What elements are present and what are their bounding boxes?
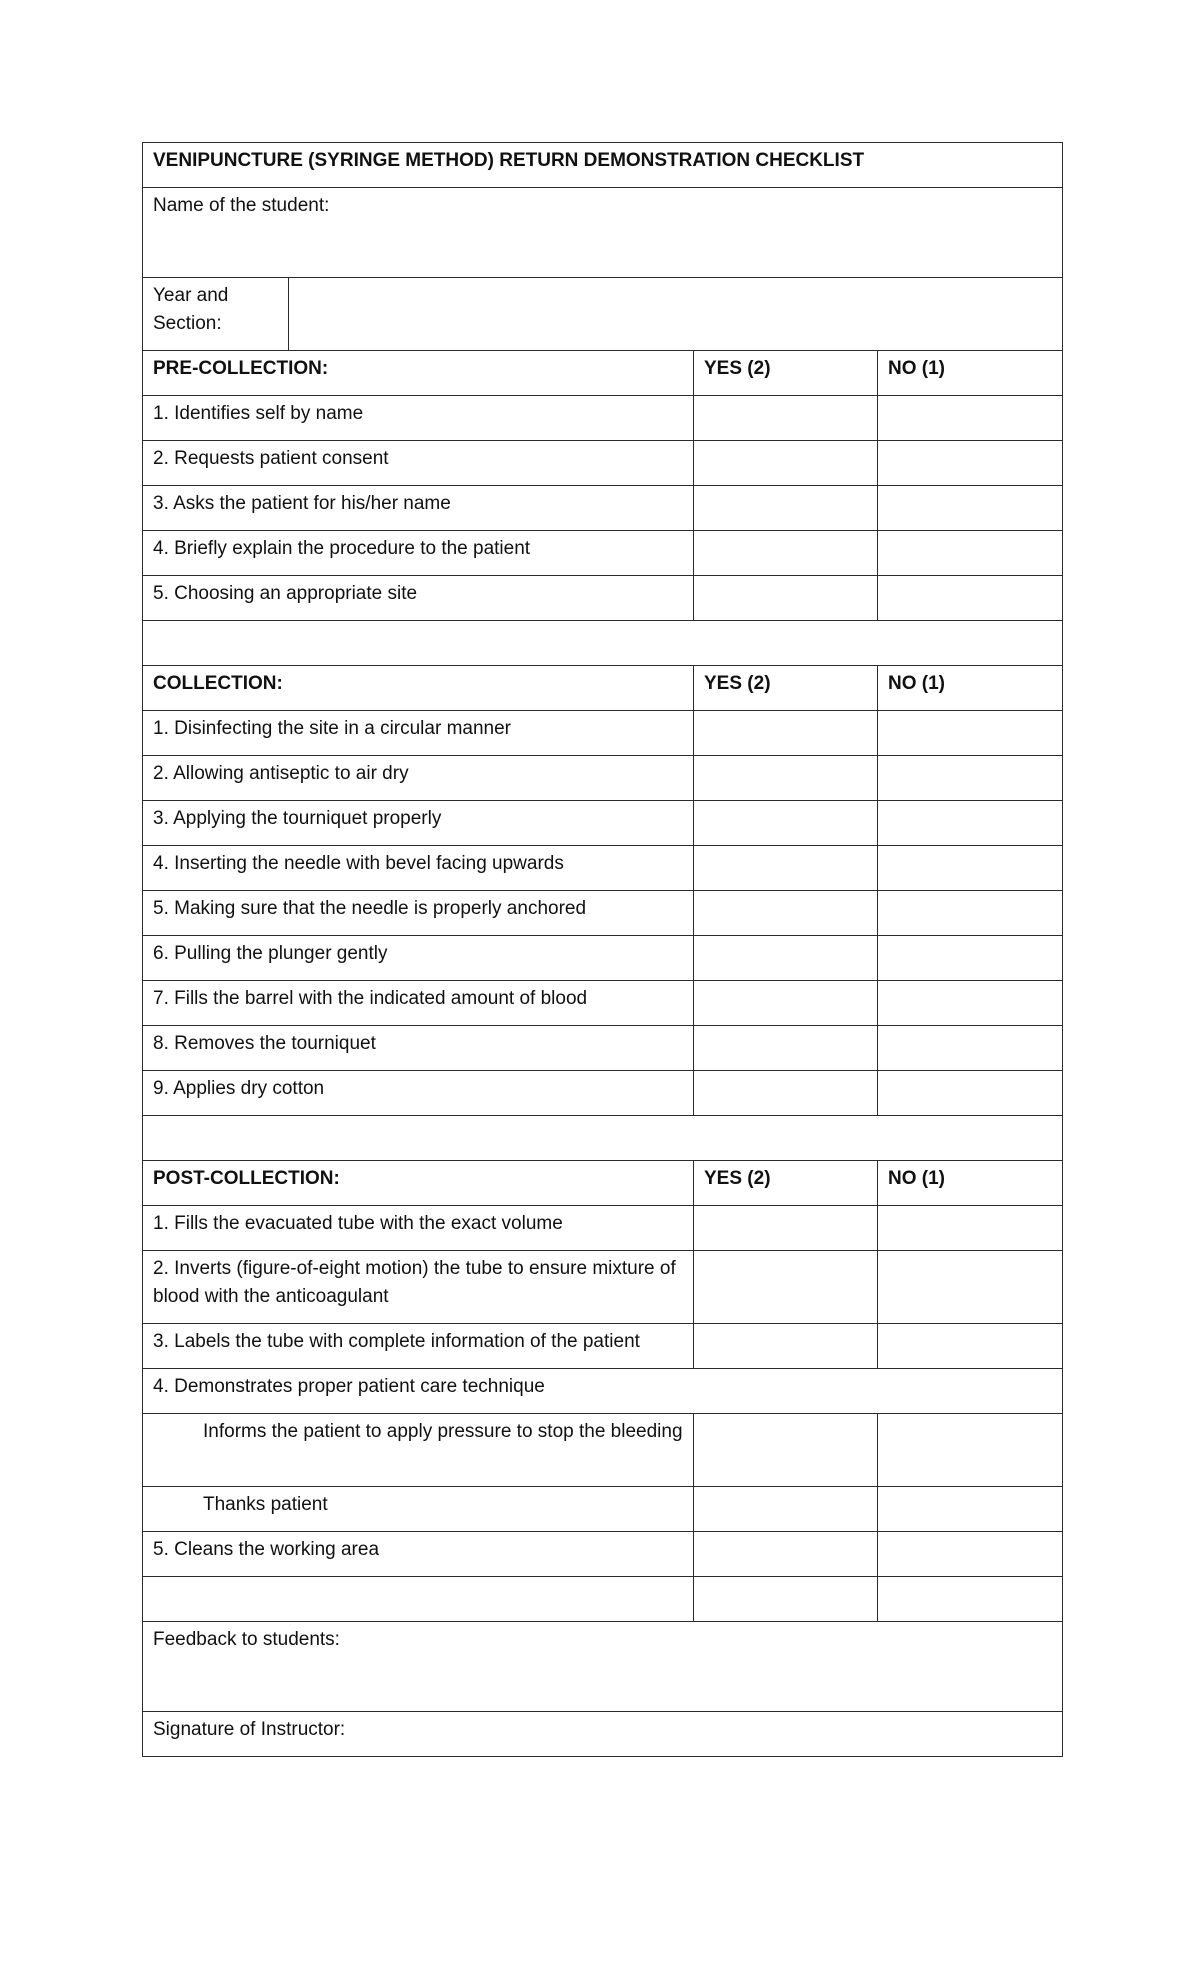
checklist-item-text: 4. Inserting the needle with bevel facing upwards — [143, 846, 694, 891]
checklist-item-text: 9. Applies dry cotton — [143, 1071, 694, 1116]
feedback-label: Feedback to students: — [153, 1629, 340, 1650]
yes-check-cell[interactable] — [694, 756, 878, 801]
yes-check-cell[interactable] — [694, 531, 878, 576]
checklist-subrow — [143, 1487, 1063, 1532]
checklist-row — [143, 1071, 1063, 1116]
signature-label: Signature of Instructor: — [153, 1719, 346, 1740]
checklist-item-text: 3. Applying the tourniquet properly — [143, 801, 694, 846]
spacer-cell — [143, 1116, 1063, 1161]
yes-check-cell[interactable] — [694, 396, 878, 441]
checklist-item-text: 1. Identifies self by name — [143, 396, 694, 441]
collection-header: COLLECTION: — [143, 666, 694, 711]
checklist-item-text: 4. Demonstrates proper patient care technique — [143, 1369, 1063, 1414]
no-column-header: NO (1) — [878, 351, 1063, 396]
no-check-cell[interactable] — [878, 1206, 1063, 1251]
checklist-row — [143, 1026, 1063, 1071]
yes-check-cell[interactable] — [694, 1414, 878, 1487]
checklist-item-text: 5. Making sure that the needle is properly anchored — [143, 891, 694, 936]
no-check-cell[interactable] — [878, 936, 1063, 981]
checklist-subrow — [143, 1414, 1063, 1487]
yes-check-cell[interactable] — [694, 1577, 878, 1622]
checklist-row — [143, 891, 1063, 936]
no-check-cell[interactable] — [878, 441, 1063, 486]
no-check-cell[interactable] — [878, 531, 1063, 576]
no-check-cell[interactable] — [878, 486, 1063, 531]
feedback-field[interactable] — [143, 1622, 1063, 1712]
checklist-title: VENIPUNCTURE (SYRINGE METHOD) RETURN DEMONSTRATION CHECKLIST — [143, 143, 1063, 188]
checklist-item-text: 5. Choosing an appropriate site — [143, 576, 694, 621]
spacer-row — [143, 621, 1063, 666]
checklist-row — [143, 801, 1063, 846]
no-check-cell[interactable] — [878, 1414, 1063, 1487]
yes-check-cell[interactable] — [694, 441, 878, 486]
yes-check-cell[interactable] — [694, 1026, 878, 1071]
no-check-cell[interactable] — [878, 1577, 1063, 1622]
checklist-row — [143, 981, 1063, 1026]
no-check-cell[interactable] — [878, 1251, 1063, 1324]
spacer-row — [143, 1116, 1063, 1161]
no-check-cell[interactable] — [878, 891, 1063, 936]
checklist-row — [143, 1369, 1063, 1414]
yes-column-header: YES (2) — [694, 351, 878, 396]
checklist-item-text: 3. Labels the tube with complete information of the patient — [143, 1324, 694, 1369]
year-section-label-line2: Section: — [153, 313, 222, 334]
yes-check-cell[interactable] — [694, 1324, 878, 1369]
pre-collection-header-row — [143, 351, 1063, 396]
no-check-cell[interactable] — [878, 801, 1063, 846]
checklist-row — [143, 396, 1063, 441]
title-row — [143, 143, 1063, 188]
yes-check-cell[interactable] — [694, 1487, 878, 1532]
yes-check-cell[interactable] — [694, 1532, 878, 1577]
no-check-cell[interactable] — [878, 1026, 1063, 1071]
checklist-item-text: 8. Removes the tourniquet — [143, 1026, 694, 1071]
yes-check-cell[interactable] — [694, 1251, 878, 1324]
year-section-label-line1: Year and — [153, 285, 229, 306]
student-name-field[interactable] — [143, 188, 1063, 278]
yes-check-cell[interactable] — [694, 891, 878, 936]
no-check-cell[interactable] — [878, 396, 1063, 441]
checklist-item-text: 6. Pulling the plunger gently — [143, 936, 694, 981]
checklist-row — [143, 531, 1063, 576]
checklist-row — [143, 576, 1063, 621]
yes-check-cell[interactable] — [694, 486, 878, 531]
checklist-subitem-text: Thanks patient — [143, 1487, 694, 1532]
checklist-row — [143, 1324, 1063, 1369]
checklist-item-text: 7. Fills the barrel with the indicated amount of blood — [143, 981, 694, 1026]
checklist-table — [142, 142, 1063, 1757]
yes-column-header: YES (2) — [694, 1161, 878, 1206]
checklist-row — [143, 711, 1063, 756]
spacer-cell — [143, 621, 1063, 666]
checklist-item-text: 1. Disinfecting the site in a circular manner — [143, 711, 694, 756]
no-check-cell[interactable] — [878, 846, 1063, 891]
yes-check-cell[interactable] — [694, 936, 878, 981]
no-check-cell[interactable] — [878, 1071, 1063, 1116]
yes-check-cell[interactable] — [694, 846, 878, 891]
year-section-field[interactable] — [289, 278, 1063, 351]
feedback-row — [143, 1622, 1063, 1712]
no-column-header: NO (1) — [878, 666, 1063, 711]
yes-check-cell[interactable] — [694, 1071, 878, 1116]
no-check-cell[interactable] — [878, 756, 1063, 801]
checklist-item-text: 2. Allowing antiseptic to air dry — [143, 756, 694, 801]
checklist-item-text: 2. Inverts (figure-of-eight motion) the tube to ensure mixture of blood with the anticoagulant — [143, 1251, 694, 1324]
checklist-row — [143, 1251, 1063, 1324]
no-check-cell[interactable] — [878, 1324, 1063, 1369]
no-check-cell[interactable] — [878, 576, 1063, 621]
no-column-header: NO (1) — [878, 1161, 1063, 1206]
blank-cell — [143, 1577, 694, 1622]
checklist-row — [143, 846, 1063, 891]
checklist-row — [143, 1532, 1063, 1577]
student-name-label: Name of the student: — [153, 195, 330, 216]
yes-check-cell[interactable] — [694, 981, 878, 1026]
collection-header-row — [143, 666, 1063, 711]
student-name-row — [143, 188, 1063, 278]
checklist-row — [143, 936, 1063, 981]
post-collection-header-row — [143, 1161, 1063, 1206]
checklist-item-text: 5. Cleans the working area — [143, 1532, 694, 1577]
checklist-row — [143, 756, 1063, 801]
year-section-row — [143, 278, 1063, 351]
checklist-item-text: 1. Fills the evacuated tube with the exact volume — [143, 1206, 694, 1251]
blank-row — [143, 1577, 1063, 1622]
checklist-sheet — [142, 142, 1062, 1757]
checklist-item-text: 2. Requests patient consent — [143, 441, 694, 486]
no-check-cell[interactable] — [878, 711, 1063, 756]
checklist-item-text: 4. Briefly explain the procedure to the patient — [143, 531, 694, 576]
yes-check-cell[interactable] — [694, 1206, 878, 1251]
no-check-cell[interactable] — [878, 981, 1063, 1026]
signature-field[interactable] — [143, 1712, 1063, 1757]
yes-check-cell[interactable] — [694, 801, 878, 846]
year-section-label-cell — [143, 278, 289, 351]
checklist-item-text: 3. Asks the patient for his/her name — [143, 486, 694, 531]
no-check-cell[interactable] — [878, 1487, 1063, 1532]
post-collection-header: POST-COLLECTION: — [143, 1161, 694, 1206]
checklist-row — [143, 486, 1063, 531]
pre-collection-header: PRE-COLLECTION: — [143, 351, 694, 396]
checklist-row — [143, 441, 1063, 486]
yes-check-cell[interactable] — [694, 711, 878, 756]
yes-column-header: YES (2) — [694, 666, 878, 711]
no-check-cell[interactable] — [878, 1532, 1063, 1577]
checklist-subitem-text: Informs the patient to apply pressure to stop the bleeding — [143, 1414, 694, 1487]
checklist-row — [143, 1206, 1063, 1251]
signature-row — [143, 1712, 1063, 1757]
yes-check-cell[interactable] — [694, 576, 878, 621]
